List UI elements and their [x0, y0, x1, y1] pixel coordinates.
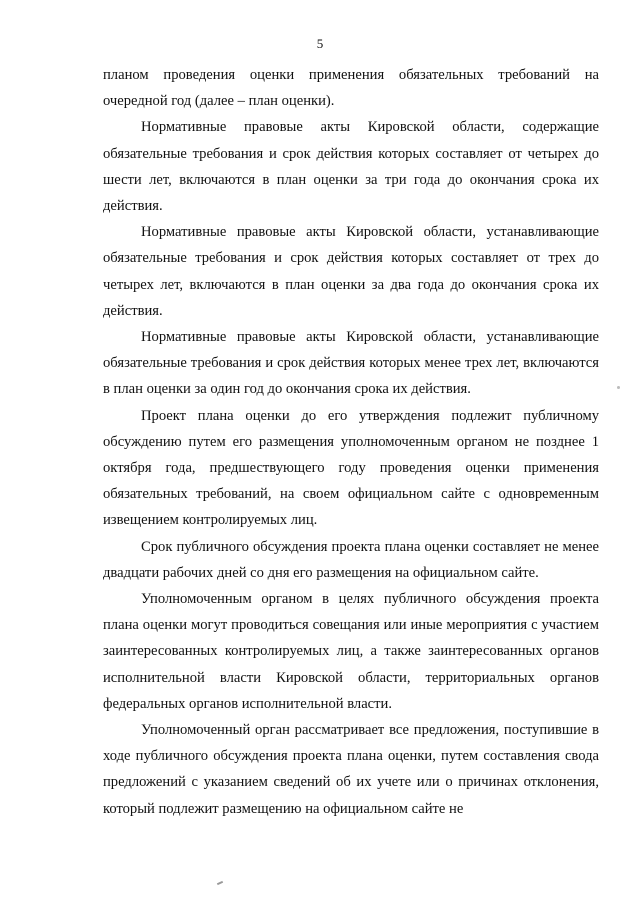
page-number: 5 — [316, 36, 324, 51]
paragraph-8: Уполномоченный орган рассматривает все предложения, поступившие в ходе публичного обсуждения проекта плана оценки, путем составления свода предложений с указанием сведений об их учете или о причинах отклонения, который подлежит размещению на официальном сайте не — [103, 722, 599, 817]
scan-speck-mark — [217, 881, 223, 885]
paragraph-1: планом проведения оценки применения обязательных требований на очередной год (далее – план оценки). — [103, 67, 599, 110]
paragraph-2: Нормативные правовые акты Кировской области, содержащие обязательные требования и срок действия которых составляет от четырех до шести лет, включаются в план оценки за три года до окончания срока их действия. — [103, 119, 599, 215]
paragraph-5: Проект плана оценки до его утверждения подлежит публичному обсуждению путем его размещения уполномоченным органом не позднее 1 октября года, предшествующего году проведения оценки применения обязательных требований, на своем официальном сайте с одновременным извещением контролируемых лиц. — [103, 407, 599, 529]
paragraph-4: Нормативные правовые акты Кировской области, устанавливающие обязательные требования и срок действия которых менее трех лет, включаются в план оценки за один год до окончания срока их действия. — [103, 329, 599, 398]
paragraph-3: Нормативные правовые акты Кировской области, устанавливающие обязательные требования и срок действия которых составляет от трех до четырех лет, включаются в план оценки за два года до окончания срока их действия. — [103, 224, 599, 319]
paragraph-6: Срок публичного обсуждения проекта плана оценки составляет не менее двадцати рабочих дней со дня его размещения на официальном сайте. — [103, 538, 599, 581]
scan-speck-mark — [617, 386, 620, 389]
paragraph-7: Уполномоченным органом в целях публичного обсуждения проекта плана оценки могут проводиться совещания или иные мероприятия с участием заинтересованных контролируемых лиц, а также заинтересованных органов исполнительной власти Кировской области, территориальных органов федеральных органов исполнительной власти. — [103, 591, 599, 712]
document-body — [103, 62, 599, 822]
